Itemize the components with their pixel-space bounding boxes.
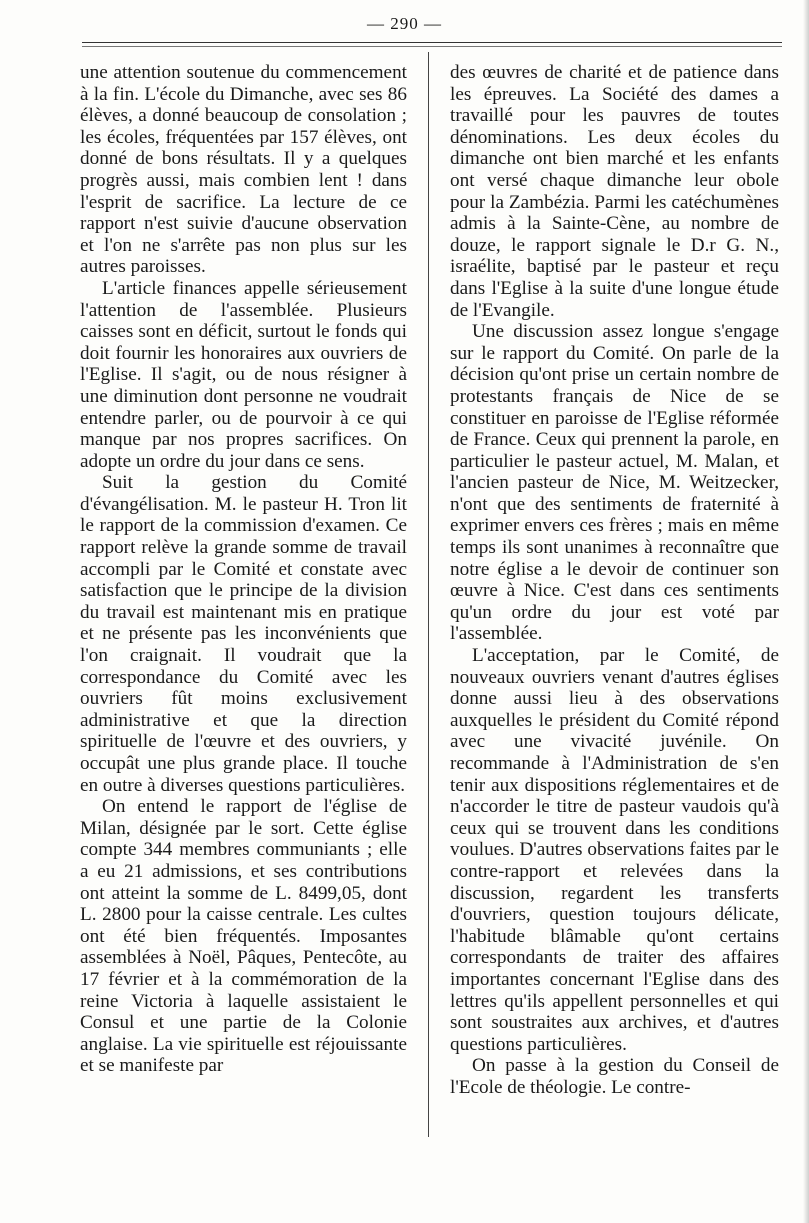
paragraph: On passe à la gestion du Conseil de l'Ecole de théologie. Le contre- bbox=[450, 1055, 779, 1098]
paragraph: On entend le rapport de l'église de Milan, désignée par le sort. Cette église compte 344 membres communiants ; elle a eu 21 admissions, et ses contributions ont atteint la somme de L. 8499,05, dont L. 2800 pour la caisse centrale. Les cultes ont été bien fréquentés. Imposantes assemblées à Noël, Pâques, Pentecôte, au 17 février et à la commémoration de la reine Victoria à laquelle assistaient le Consul et une partie de la Colonie anglaise. La vie spirituelle est réjouissante et se manifeste par bbox=[80, 796, 407, 1077]
paragraph: des œuvres de charité et de patience dans les épreuves. La Société des dames a travaillé pour les pauvres de toutes dénominations. Les deux écoles du dimanche ont bien marché et les enfants ont versé chaque dimanche leur obole pour la Zambézia. Parmi les catéchumènes admis à la Sainte-Cène, au nombre de douze, le rapport signale le D.r G. N., israélite, baptisé par le pasteur et reçu dans l'Eglise à la suite d'une longue étude de l'Evangile. bbox=[450, 62, 779, 321]
paragraph: Suit la gestion du Comité d'évangélisation. M. le pasteur H. Tron lit le rapport de la commission d'examen. Ce rapport relève la grande somme de travail accompli par le Comité et constate avec satisfaction que le principe de la division du travail est maintenant mis en pratique et ne présente pas les inconvénients que l'on craignait. Il voudrait que la correspondance du Comité avec les ouvriers fût moins exclusivement administrative et que la direction spirituelle de l'œuvre et des ouvriers, y occupât une plus grande place. Il touche en outre à diverses questions particulières. bbox=[80, 472, 407, 796]
page-number: — 290 — bbox=[367, 14, 442, 33]
header-rule bbox=[82, 42, 782, 43]
paragraph: L'acceptation, par le Comité, de nouveaux ouvriers venant d'autres églises donne aussi lieu à des observations auxquelles le président du Comité répond avec une vivacité juvénile. On recommande à l'Administration de s'en tenir aux dispositions réglementaires et de n'accorder le titre de pasteur vaudois qu'à ceux qui se trouvent dans les conditions voulues. D'autres observations faites par le contre-rapport et relevées dans la discussion, regardent les transferts d'ouvriers, question toujours délicate, l'habitude blâmable qu'ont certains correspondants de traiter des affaires importantes concernant l'Eglise dans des lettres qu'ils appellent personnelles et qui sont soustraites aux archives, et d'autres questions particulières. bbox=[450, 645, 779, 1055]
paragraph: L'article finances appelle sérieusement l'attention de l'assemblée. Plusieurs caisses sont en déficit, surtout le fonds qui doit fournir les honoraires aux ouvriers de l'Eglise. Il s'agit, ou de nous résigner à une diminution dont personne ne voudrait entendre parler, ou de pourvoir à ce qui manque par nos propres sacrifices. On adopte un ordre du jour dans ce sens. bbox=[80, 277, 407, 472]
column-divider bbox=[428, 52, 429, 1137]
paragraph: une attention soutenue du commencement à la fin. L'école du Dimanche, avec ses 86 élèves, a donné beaucoup de consolation ; les écoles, fréquentées par 157 élèves, ont donné de bons résultats. Il y a quelques progrès aussi, mais combien lent ! dans l'esprit de sacrifice. La lecture de ce rapport n'est suivie d'aucune observation et l'on ne s'arrête pas non plus sur les autres paroisses. bbox=[80, 62, 407, 278]
left-column bbox=[80, 62, 407, 1077]
right-column bbox=[450, 62, 779, 1099]
paragraph: Une discussion assez longue s'engage sur le rapport du Comité. On parle de la décision qu'ont prise un certain nombre de protestants français de Nice de se constituer en paroisse de l'Eglise réformée de France. Ceux qui prennent la parole, en particulier le pasteur actuel, M. Malan, et l'ancien pasteur de Nice, M. Weitzecker, n'ont que des sentiments de fraternité à exprimer envers ces frères ; mais en même temps ils sont unanimes à reconnaître que notre église a le devoir de continuer son œuvre à Nice. C'est dans ces sentiments qu'un ordre du jour est voté par l'assemblée. bbox=[450, 321, 779, 645]
header-rule-thin bbox=[82, 46, 782, 47]
page-edge-shadow bbox=[803, 0, 809, 1223]
